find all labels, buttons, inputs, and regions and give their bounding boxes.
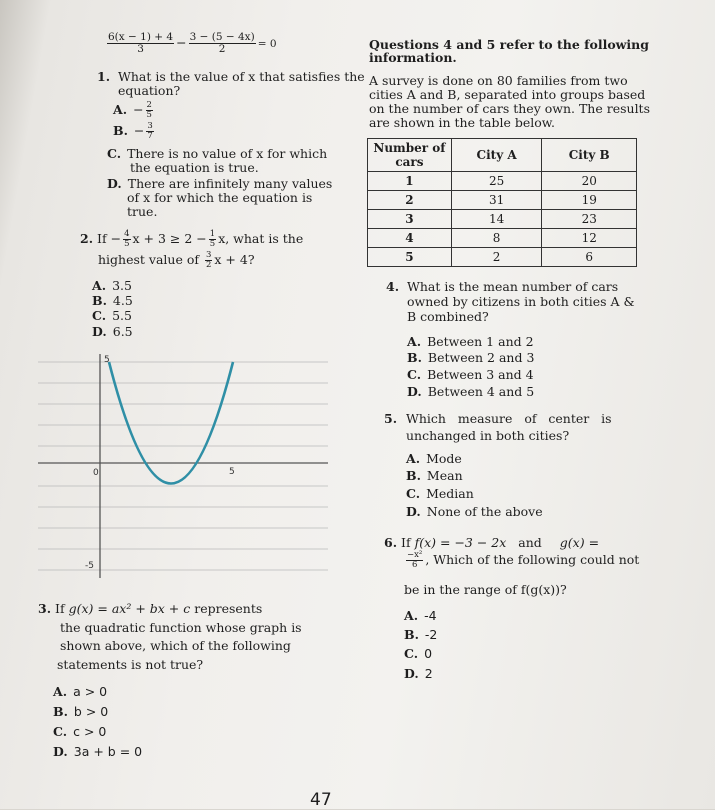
q5-option-b-text: Mean <box>426 468 463 483</box>
q2-option-c[interactable] <box>92 308 132 323</box>
q6-g-label: g(x) = <box>559 535 600 550</box>
q6-line2 <box>404 551 639 570</box>
table-row <box>368 248 637 267</box>
q5-option-b-letter: B. <box>406 468 421 483</box>
q2-minus: − <box>110 231 122 246</box>
q6-if: If <box>401 535 411 550</box>
q3-represents: represents <box>194 601 263 616</box>
y-tick-top: 5 <box>104 355 110 365</box>
q6-line2-text: , Which of the following could not <box>425 552 640 567</box>
q2-frac1-den: 5 <box>124 239 130 249</box>
q1-option-a-den: 5 <box>146 110 152 120</box>
table-header-cars: Number of cars <box>368 139 452 172</box>
q3-option-c[interactable] <box>53 724 106 739</box>
x-tick-origin: 0 <box>93 468 99 478</box>
q5-option-a-letter: A. <box>406 451 421 466</box>
q5-option-c-letter: C. <box>406 486 421 501</box>
q2-middle: x + 3 ≥ 2 − <box>132 231 207 246</box>
q2-frac3-num: 3 <box>205 250 212 260</box>
q1-option-c-line1: There is no value of x for which <box>127 146 328 161</box>
table-row <box>368 229 637 248</box>
q6-option-b[interactable] <box>404 627 437 642</box>
y-tick-bottom: -5 <box>85 561 94 571</box>
q2-option-d-text: 6.5 <box>112 324 133 339</box>
table-row <box>368 191 637 210</box>
q4-line2: owned by citizens in both cities A & <box>407 294 635 309</box>
q5-option-a-text: Mode <box>426 451 462 466</box>
eq-numerator-1: 6(x − 1) + 4 <box>108 31 174 43</box>
table-header-city-b: City B <box>542 139 637 172</box>
q6-option-c-letter: C. <box>404 646 419 661</box>
q6-option-c-text: 0 <box>424 646 433 661</box>
table-cell: 12 <box>542 229 637 248</box>
q6-f-def: f(x) = −3 − 2x <box>414 535 507 550</box>
q6-frac-num: −x² <box>407 550 423 560</box>
q2-option-a-letter: A. <box>92 278 107 293</box>
q4-option-d[interactable] <box>407 384 534 399</box>
q4-option-b-letter: B. <box>407 350 422 365</box>
q5-option-d[interactable] <box>406 504 543 519</box>
q3-option-b-text: b > 0 <box>73 704 109 719</box>
eq-minus: − <box>176 35 187 50</box>
table-cell: 14 <box>451 210 542 229</box>
q5-option-d-letter: D. <box>406 504 421 519</box>
q6-option-d-text: 2 <box>424 666 433 681</box>
q3-line2: the quadratic function whose graph is <box>60 620 302 635</box>
table-cell: 2 <box>451 248 542 267</box>
q2-tail: x, what is the <box>218 231 304 246</box>
table-cell: 2 <box>368 191 452 210</box>
q2-option-c-letter: C. <box>92 308 107 323</box>
q6-number: 6. <box>384 535 398 550</box>
q2-line2 <box>98 251 255 270</box>
info-heading-line1: Questions 4 and 5 refer to the following <box>369 37 650 52</box>
q1-text-line1: What is the value of x that satisfies the <box>118 69 365 84</box>
q1-option-a[interactable] <box>113 101 155 120</box>
info-paragraph-line2: cities A and B, separated into groups based <box>369 87 646 102</box>
q5-option-c-text: Median <box>426 486 474 501</box>
q3-function: g(x) = ax² + bx + c <box>68 601 191 616</box>
q6-option-a[interactable] <box>404 608 437 623</box>
q6-line1 <box>384 535 599 550</box>
q1-option-a-num: 2 <box>146 100 152 110</box>
q6-option-b-letter: B. <box>404 627 419 642</box>
equation-q1 <box>105 32 277 55</box>
parabola-graph <box>38 350 328 582</box>
q3-option-d-text: 3a + b = 0 <box>73 744 143 759</box>
q1-text-line2: equation? <box>118 83 181 98</box>
q3-option-b[interactable] <box>53 704 108 719</box>
eq-denominator-1: 3 <box>137 43 144 55</box>
q5-option-c[interactable] <box>406 486 474 501</box>
q4-option-c[interactable] <box>407 367 534 382</box>
table-header-row <box>368 139 637 172</box>
q2-line2-b: x + 4? <box>214 252 255 267</box>
info-paragraph-line1: A survey is done on 80 families from two <box>369 73 628 88</box>
eq-denominator-2: 2 <box>218 43 226 55</box>
table-cell: 20 <box>542 172 637 191</box>
q2-if: If <box>97 231 107 246</box>
q3-option-a[interactable] <box>53 684 107 699</box>
q4-option-a[interactable] <box>407 334 534 349</box>
q1-number: 1. <box>97 69 111 84</box>
q6-option-a-letter: A. <box>404 608 419 623</box>
parabola-curve <box>109 362 233 484</box>
q2-option-d-letter: D. <box>92 324 107 339</box>
q5-option-d-text: None of the above <box>426 504 543 519</box>
q5-option-a[interactable] <box>406 451 462 466</box>
q5-number: 5. <box>384 411 398 426</box>
eq-numerator-2: 3 − (5 − 4x) <box>189 31 255 43</box>
table-row <box>368 172 637 191</box>
q3-line3: shown above, which of the following <box>60 638 291 653</box>
q3-option-d[interactable] <box>53 744 142 759</box>
q4-line3: B combined? <box>407 309 489 324</box>
q4-option-c-letter: C. <box>407 367 422 382</box>
q6-line3: be in the range of f(g(x))? <box>404 582 567 597</box>
q2-frac1-num: 4 <box>124 229 130 239</box>
info-paragraph-line3: on the number of cars they own. The results <box>369 101 650 116</box>
q3-number: 3. <box>38 601 52 616</box>
q1-option-b-letter: B. <box>113 123 128 138</box>
info-heading-line2: information. <box>369 50 457 65</box>
table-cell: 3 <box>368 210 452 229</box>
q6-option-d[interactable] <box>404 666 433 681</box>
q1-option-d-letter: D. <box>107 176 122 191</box>
q3-line1 <box>38 601 262 616</box>
q1-option-a-sign: − <box>133 102 144 117</box>
q3-option-c-letter: C. <box>53 724 68 739</box>
eq-rhs: = 0 <box>257 38 277 50</box>
table-cell: 6 <box>542 248 637 267</box>
q4-option-b-text: Between 2 and 3 <box>427 350 535 365</box>
q6-option-d-letter: D. <box>404 666 419 681</box>
page-number: 47 <box>310 790 332 810</box>
q1-option-c-letter: C. <box>107 146 122 161</box>
q2-option-b-text: 4.5 <box>112 293 133 308</box>
q1-option-b-num: 3 <box>147 121 153 131</box>
table-row <box>368 210 637 229</box>
q3-option-c-text: c > 0 <box>73 724 107 739</box>
q5-line1: Which measure of center is <box>406 411 612 426</box>
q4-option-c-text: Between 3 and 4 <box>427 367 534 382</box>
q1-option-d-line2: of x for which the equation is <box>127 190 313 205</box>
q2-frac3-den: 2 <box>205 260 212 270</box>
q4-line1: What is the mean number of cars <box>407 279 619 294</box>
q2-frac2-den: 5 <box>209 239 216 249</box>
table-cell: 8 <box>451 229 542 248</box>
q2-number: 2. <box>80 231 94 246</box>
q1-option-d-line3: true. <box>127 204 158 219</box>
q1-option-b[interactable] <box>113 122 156 141</box>
table-cell: 5 <box>368 248 452 267</box>
table-cell: 19 <box>542 191 637 210</box>
q2-option-d[interactable] <box>92 324 133 339</box>
q4-option-a-text: Between 1 and 2 <box>427 334 534 349</box>
q1-option-c[interactable] <box>107 146 327 161</box>
x-tick-right: 5 <box>229 467 235 477</box>
q6-option-b-text: -2 <box>424 627 438 642</box>
q1-option-b-den: 7 <box>147 131 153 141</box>
table-cell: 31 <box>451 191 542 210</box>
q6-frac-den: 6 <box>411 560 418 570</box>
q6-option-a-text: -4 <box>424 608 437 623</box>
table-cell: 23 <box>542 210 637 229</box>
q3-line4: statements is not true? <box>57 657 204 672</box>
q1-option-d[interactable] <box>107 176 332 191</box>
q2-option-a-text: 3.5 <box>112 278 132 293</box>
q3-option-a-letter: A. <box>53 684 68 699</box>
q2-option-b-letter: B. <box>92 293 107 308</box>
table-cell: 4 <box>368 229 452 248</box>
q5-option-b[interactable] <box>406 468 463 483</box>
cars-table <box>367 138 637 267</box>
q4-number: 4. <box>386 279 400 294</box>
table-header-city-a: City A <box>451 139 542 172</box>
q6-option-c[interactable] <box>404 646 432 661</box>
q3-option-d-letter: D. <box>53 744 68 759</box>
table-cell: 1 <box>368 172 452 191</box>
q1-option-b-sign: − <box>133 123 145 138</box>
q3-option-a-text: a > 0 <box>73 684 108 699</box>
info-paragraph-line4: are shown in the table below. <box>369 115 555 130</box>
table-cell: 25 <box>451 172 542 191</box>
q5-line2: unchanged in both cities? <box>406 428 570 443</box>
q3-option-b-letter: B. <box>53 704 68 719</box>
q6-and: and <box>518 535 542 550</box>
q2-option-a[interactable] <box>92 278 132 293</box>
q4-option-d-letter: D. <box>407 384 422 399</box>
q1-option-d-line1: There are infinitely many values <box>127 176 333 191</box>
q1-option-a-letter: A. <box>113 102 128 117</box>
q1-option-c-line2: the equation is true. <box>130 160 259 175</box>
q2-option-c-text: 5.5 <box>112 308 132 323</box>
q2-line1 <box>80 230 303 249</box>
q2-frac2-num: 1 <box>209 229 216 239</box>
q4-option-a-letter: A. <box>407 334 422 349</box>
q4-option-b[interactable] <box>407 350 534 365</box>
q2-line2-a: highest value of <box>98 252 199 267</box>
q3-if: If <box>55 601 65 616</box>
q4-option-d-text: Between 4 and 5 <box>427 384 535 399</box>
q2-option-b[interactable] <box>92 293 133 308</box>
